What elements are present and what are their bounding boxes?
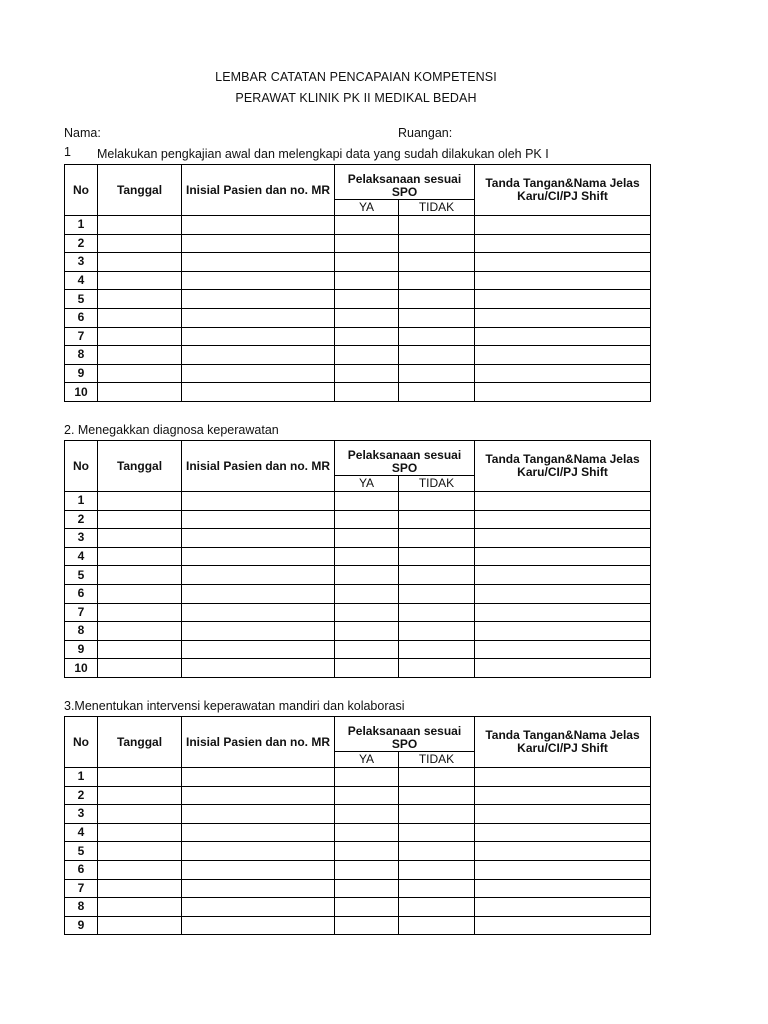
header-tidak: TIDAK [399, 752, 475, 768]
cell-tanda-tangan[interactable] [475, 823, 651, 842]
table-row [65, 253, 651, 272]
header-pelaksanaan-spo: Pelaksanaan sesuai SPO [335, 441, 475, 476]
cell-ya[interactable] [335, 805, 399, 824]
cell-ya[interactable] [335, 898, 399, 917]
cell-ya[interactable] [335, 842, 399, 861]
cell-inisial[interactable] [182, 622, 335, 641]
header-tanda-tangan [475, 717, 651, 768]
cell-ya[interactable] [335, 383, 399, 402]
cell-ya[interactable] [335, 346, 399, 365]
cell-tanggal[interactable] [98, 327, 182, 346]
cell-tanggal[interactable] [98, 622, 182, 641]
cell-tanda-tangan[interactable] [475, 805, 651, 824]
cell-inisial[interactable] [182, 364, 335, 383]
cell-tidak[interactable] [399, 640, 475, 659]
cell-ya[interactable] [335, 234, 399, 253]
table-row [65, 346, 651, 365]
table-row [65, 308, 651, 327]
cell-tidak[interactable] [399, 364, 475, 383]
row-number: 7 [65, 879, 98, 898]
row-number: 6 [65, 584, 98, 603]
cell-inisial[interactable] [182, 271, 335, 290]
cell-inisial[interactable] [182, 327, 335, 346]
cell-tidak[interactable] [399, 805, 475, 824]
cell-tanggal[interactable] [98, 529, 182, 548]
cell-inisial[interactable] [182, 510, 335, 529]
cell-tanda-tangan[interactable] [475, 842, 651, 861]
row-number: 5 [65, 566, 98, 585]
header-ya: YA [335, 752, 399, 768]
cell-tanggal[interactable] [98, 768, 182, 787]
cell-tidak[interactable] [399, 898, 475, 917]
cell-tanda-tangan[interactable] [475, 271, 651, 290]
header-ya: YA [335, 476, 399, 492]
cell-ya[interactable] [335, 768, 399, 787]
cell-ya[interactable] [335, 510, 399, 529]
cell-inisial[interactable] [182, 383, 335, 402]
cell-tidak[interactable] [399, 529, 475, 548]
cell-ya[interactable] [335, 216, 399, 235]
name-label: Nama: [64, 126, 101, 140]
cell-ya[interactable] [335, 659, 399, 678]
row-number: 9 [65, 364, 98, 383]
row-number: 2 [65, 234, 98, 253]
cell-tidak[interactable] [399, 659, 475, 678]
table-row [65, 566, 651, 585]
cell-tanggal[interactable] [98, 346, 182, 365]
cell-ya[interactable] [335, 566, 399, 585]
cell-tanggal[interactable] [98, 603, 182, 622]
cell-tanda-tangan[interactable] [475, 253, 651, 272]
cell-inisial[interactable] [182, 786, 335, 805]
cell-ya[interactable] [335, 364, 399, 383]
row-number: 4 [65, 547, 98, 566]
cell-tanda-tangan[interactable] [475, 216, 651, 235]
cell-tidak[interactable] [399, 584, 475, 603]
table-row [65, 659, 651, 678]
cell-inisial[interactable] [182, 603, 335, 622]
row-number: 4 [65, 823, 98, 842]
table-row [65, 860, 651, 879]
header-tidak: TIDAK [399, 200, 475, 216]
cell-ya[interactable] [335, 253, 399, 272]
cell-ya[interactable] [335, 640, 399, 659]
cell-tanda-tangan[interactable] [475, 603, 651, 622]
cell-tanda-tangan[interactable] [475, 529, 651, 548]
cell-inisial[interactable] [182, 308, 335, 327]
cell-tidak[interactable] [399, 383, 475, 402]
row-number: 5 [65, 290, 98, 309]
competency-table-1 [64, 164, 651, 402]
table-row [65, 290, 651, 309]
cell-inisial[interactable] [182, 234, 335, 253]
header-tanda-tangan-line-2: Karu/CI/PJ Shift [517, 189, 608, 203]
cell-tidak[interactable] [399, 547, 475, 566]
cell-tanda-tangan[interactable] [475, 898, 651, 917]
cell-tanda-tangan[interactable] [475, 768, 651, 787]
cell-tanda-tangan[interactable] [475, 346, 651, 365]
cell-ya[interactable] [335, 290, 399, 309]
header-tanda-tangan-line-1: Tanda Tangan&Nama Jelas [485, 452, 640, 466]
row-number: 5 [65, 842, 98, 861]
cell-tanda-tangan[interactable] [475, 640, 651, 659]
cell-tanda-tangan[interactable] [475, 916, 651, 935]
header-tanda-tangan [475, 165, 651, 216]
table-row [65, 898, 651, 917]
row-number: 2 [65, 786, 98, 805]
cell-inisial[interactable] [182, 916, 335, 935]
cell-ya[interactable] [335, 529, 399, 548]
cell-tidak[interactable] [399, 879, 475, 898]
table-row [65, 786, 651, 805]
row-number: 6 [65, 308, 98, 327]
cell-tanggal[interactable] [98, 916, 182, 935]
cell-inisial[interactable] [182, 253, 335, 272]
cell-tidak[interactable] [399, 860, 475, 879]
row-number: 4 [65, 271, 98, 290]
cell-inisial[interactable] [182, 879, 335, 898]
competency-table-3 [64, 716, 651, 935]
cell-tanggal[interactable] [98, 510, 182, 529]
header-tanggal: Tanggal [98, 165, 182, 216]
row-number: 7 [65, 603, 98, 622]
cell-tidak[interactable] [399, 566, 475, 585]
row-number: 3 [65, 253, 98, 272]
header-tanda-tangan-line-1: Tanda Tangan&Nama Jelas [485, 176, 640, 190]
cell-tanggal[interactable] [98, 566, 182, 585]
document-title-line-1: LEMBAR CATATAN PENCAPAIAN KOMPETENSI [215, 70, 497, 84]
cell-ya[interactable] [335, 603, 399, 622]
cell-ya[interactable] [335, 879, 399, 898]
cell-tanggal[interactable] [98, 584, 182, 603]
cell-inisial[interactable] [182, 640, 335, 659]
cell-tidak[interactable] [399, 271, 475, 290]
cell-tanda-tangan[interactable] [475, 786, 651, 805]
header-tanda-tangan-line-1: Tanda Tangan&Nama Jelas [485, 728, 640, 742]
document-title-line-2: PERAWAT KLINIK PK II MEDIKAL BEDAH [235, 91, 477, 105]
cell-inisial[interactable] [182, 529, 335, 548]
cell-tanggal[interactable] [98, 879, 182, 898]
row-number: 10 [65, 659, 98, 678]
table-row [65, 216, 651, 235]
cell-tanda-tangan[interactable] [475, 860, 651, 879]
cell-tanda-tangan[interactable] [475, 234, 651, 253]
cell-tanda-tangan[interactable] [475, 308, 651, 327]
header-tanggal: Tanggal [98, 441, 182, 492]
cell-ya[interactable] [335, 584, 399, 603]
row-number: 3 [65, 529, 98, 548]
table-row [65, 916, 651, 935]
cell-inisial[interactable] [182, 823, 335, 842]
section-3-title: 3.Menentukan intervensi keperawatan mandiri dan kolaborasi [64, 699, 405, 713]
cell-ya[interactable] [335, 916, 399, 935]
table-row [65, 327, 651, 346]
cell-tanggal[interactable] [98, 271, 182, 290]
row-number: 6 [65, 860, 98, 879]
cell-tanda-tangan[interactable] [475, 566, 651, 585]
cell-ya[interactable] [335, 327, 399, 346]
cell-tanggal[interactable] [98, 290, 182, 309]
header-pelaksanaan-spo: Pelaksanaan sesuai SPO [335, 717, 475, 752]
table-row [65, 603, 651, 622]
cell-inisial[interactable] [182, 805, 335, 824]
cell-tanda-tangan[interactable] [475, 364, 651, 383]
row-number: 8 [65, 622, 98, 641]
cell-tanda-tangan[interactable] [475, 659, 651, 678]
table-row [65, 622, 651, 641]
cell-ya[interactable] [335, 823, 399, 842]
cell-inisial[interactable] [182, 216, 335, 235]
row-number: 2 [65, 510, 98, 529]
cell-tanda-tangan[interactable] [475, 622, 651, 641]
cell-tanggal[interactable] [98, 860, 182, 879]
table-row [65, 364, 651, 383]
table-row [65, 492, 651, 511]
row-number: 9 [65, 640, 98, 659]
cell-inisial[interactable] [182, 584, 335, 603]
cell-inisial[interactable] [182, 842, 335, 861]
cell-ya[interactable] [335, 547, 399, 566]
row-number: 9 [65, 916, 98, 935]
cell-tidak[interactable] [399, 622, 475, 641]
cell-tidak[interactable] [399, 510, 475, 529]
cell-inisial[interactable] [182, 290, 335, 309]
cell-tanggal[interactable] [98, 823, 182, 842]
cell-inisial[interactable] [182, 492, 335, 511]
header-no: No [65, 165, 98, 216]
section-2-title: 2. Menegakkan diagnosa keperawatan [64, 423, 279, 437]
cell-tidak[interactable] [399, 216, 475, 235]
cell-tanggal[interactable] [98, 898, 182, 917]
cell-tanggal[interactable] [98, 492, 182, 511]
table-row [65, 383, 651, 402]
cell-tanda-tangan[interactable] [475, 547, 651, 566]
table-row [65, 529, 651, 548]
room-label: Ruangan: [398, 126, 453, 140]
cell-tanggal[interactable] [98, 786, 182, 805]
header-tanda-tangan-line-2: Karu/CI/PJ Shift [517, 465, 608, 479]
cell-tidak[interactable] [399, 234, 475, 253]
header-tanda-tangan [475, 441, 651, 492]
section-1-number: 1 [64, 145, 71, 159]
cell-inisial[interactable] [182, 768, 335, 787]
cell-inisial[interactable] [182, 346, 335, 365]
cell-tidak[interactable] [399, 327, 475, 346]
cell-ya[interactable] [335, 308, 399, 327]
header-pelaksanaan-spo: Pelaksanaan sesuai SPO [335, 165, 475, 200]
cell-tidak[interactable] [399, 842, 475, 861]
table-row [65, 768, 651, 787]
table-row [65, 805, 651, 824]
cell-tanda-tangan[interactable] [475, 584, 651, 603]
header-inisial-pasien: Inisial Pasien dan no. MR [182, 165, 335, 216]
cell-tidak[interactable] [399, 916, 475, 935]
cell-tanggal[interactable] [98, 308, 182, 327]
cell-tidak[interactable] [399, 492, 475, 511]
table-row [65, 510, 651, 529]
table-row [65, 271, 651, 290]
cell-inisial[interactable] [182, 566, 335, 585]
header-ya: YA [335, 200, 399, 216]
cell-tanggal[interactable] [98, 234, 182, 253]
row-number: 8 [65, 898, 98, 917]
cell-tanggal[interactable] [98, 659, 182, 678]
cell-inisial[interactable] [182, 659, 335, 678]
cell-tidak[interactable] [399, 290, 475, 309]
header-tanggal: Tanggal [98, 717, 182, 768]
table-row [65, 823, 651, 842]
cell-tanggal[interactable] [98, 547, 182, 566]
cell-tanggal[interactable] [98, 640, 182, 659]
cell-inisial[interactable] [182, 860, 335, 879]
header-tidak: TIDAK [399, 476, 475, 492]
cell-ya[interactable] [335, 492, 399, 511]
cell-tidak[interactable] [399, 603, 475, 622]
table-row [65, 547, 651, 566]
cell-tidak[interactable] [399, 823, 475, 842]
table-row [65, 640, 651, 659]
cell-ya[interactable] [335, 860, 399, 879]
cell-tanda-tangan[interactable] [475, 510, 651, 529]
row-number: 3 [65, 805, 98, 824]
cell-tidak[interactable] [399, 308, 475, 327]
row-number: 1 [65, 768, 98, 787]
table-row [65, 584, 651, 603]
row-number: 7 [65, 327, 98, 346]
cell-tidak[interactable] [399, 253, 475, 272]
cell-tanggal[interactable] [98, 805, 182, 824]
header-no: No [65, 717, 98, 768]
cell-tidak[interactable] [399, 768, 475, 787]
row-number: 1 [65, 492, 98, 511]
cell-ya[interactable] [335, 622, 399, 641]
row-number: 10 [65, 383, 98, 402]
header-inisial-pasien: Inisial Pasien dan no. MR [182, 441, 335, 492]
cell-tanda-tangan[interactable] [475, 327, 651, 346]
cell-tanda-tangan[interactable] [475, 879, 651, 898]
cell-tanggal[interactable] [98, 842, 182, 861]
cell-tanda-tangan[interactable] [475, 492, 651, 511]
row-number: 8 [65, 346, 98, 365]
cell-tanggal[interactable] [98, 364, 182, 383]
cell-inisial[interactable] [182, 547, 335, 566]
row-number: 1 [65, 216, 98, 235]
cell-inisial[interactable] [182, 898, 335, 917]
cell-tidak[interactable] [399, 786, 475, 805]
cell-tidak[interactable] [399, 346, 475, 365]
section-1-title: Melakukan pengkajian awal dan melengkapi data yang sudah dilakukan oleh PK I [97, 147, 549, 161]
cell-tanggal[interactable] [98, 253, 182, 272]
cell-ya[interactable] [335, 271, 399, 290]
header-tanda-tangan-line-2: Karu/CI/PJ Shift [517, 741, 608, 755]
header-inisial-pasien: Inisial Pasien dan no. MR [182, 717, 335, 768]
table-row [65, 234, 651, 253]
cell-tanda-tangan[interactable] [475, 290, 651, 309]
cell-tanda-tangan[interactable] [475, 383, 651, 402]
table-row [65, 879, 651, 898]
cell-tanggal[interactable] [98, 216, 182, 235]
competency-table-2 [64, 440, 651, 678]
cell-ya[interactable] [335, 786, 399, 805]
cell-tanggal[interactable] [98, 383, 182, 402]
table-row [65, 842, 651, 861]
header-no: No [65, 441, 98, 492]
